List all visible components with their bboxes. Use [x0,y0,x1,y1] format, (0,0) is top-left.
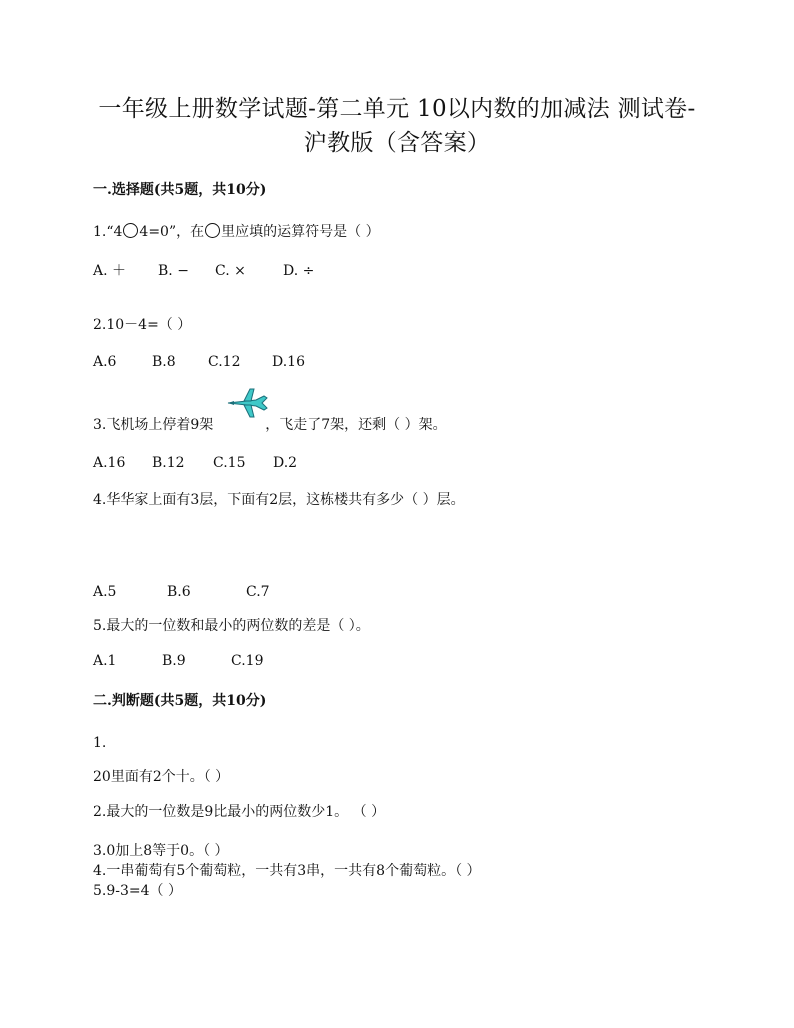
q1-text-after: 里应填的运算符号是（ ） [221,224,380,240]
option-a: A.1 [93,653,117,669]
option-b: B.8 [152,354,176,370]
q3-text-before: 3.飞机场上停着9架 [93,417,214,433]
q3-options [93,454,297,472]
judge-item-1-number: 1. [93,735,107,751]
option-d: D. ÷ [283,263,315,279]
q2-options [93,353,305,371]
judge-item-3: 3.0加上8等于0。（ ） [93,843,229,859]
blank-circle-icon [123,223,138,238]
option-c: C.7 [246,584,270,600]
page-title [60,92,734,160]
option-c: C.12 [208,354,241,370]
option-a: A.5 [93,584,117,600]
option-b: B.12 [152,455,185,471]
judge-item-2: 2.最大的一位数是9比最小的两位数少1。 （ ） [93,804,386,820]
question-4: 4.华华家上面有3层，下面有2层，这栋楼共有多少（ ）层。 [93,492,465,508]
option-b: B.9 [162,653,186,669]
q3-text-after: ，飞走了7架，还剩（ ）架。 [265,417,447,433]
option-c: C. × [215,263,246,279]
section-1-heading: 一.选择题(共5题，共10分) [93,182,267,198]
q5-options [93,652,263,670]
title-line-2: 沪教版（含答案） [303,130,491,156]
question-1 [93,223,380,241]
title-line-1: 一年级上册数学试题-第二单元 10以内数的加减法 测试卷- [98,96,696,122]
airplane-icon [226,388,268,418]
q1-options [93,262,314,280]
judge-item-5: 5.9-3=4（ ） [93,883,182,899]
q1-text-mid: 4=0”，在 [139,224,205,240]
option-d: D.16 [272,354,305,370]
blank-circle-icon [205,223,220,238]
option-c: C.15 [213,455,246,471]
option-a: A.16 [93,455,126,471]
q1-text-before: 1.“4 [93,224,123,240]
q4-options [93,583,270,601]
question-5: 5.最大的一位数和最小的两位数的差是（ ）。 [93,618,370,634]
option-d: D.2 [273,455,298,471]
judge-item-4: 4.一串葡萄有5个葡萄粒，一共有3串，一共有8个葡萄粒。（ ） [93,863,481,879]
option-b: B.6 [167,584,191,600]
question-3 [93,416,447,434]
option-a: A. ＋ [93,263,127,279]
judge-item-1: 20里面有2个十。（ ） [93,769,230,785]
question-2: 2.10－4=（ ） [93,317,192,333]
section-2-heading: 二.判断题(共5题，共10分) [93,693,267,709]
option-c: C.19 [231,653,264,669]
option-b: B. − [158,263,189,279]
option-a: A.6 [93,354,117,370]
